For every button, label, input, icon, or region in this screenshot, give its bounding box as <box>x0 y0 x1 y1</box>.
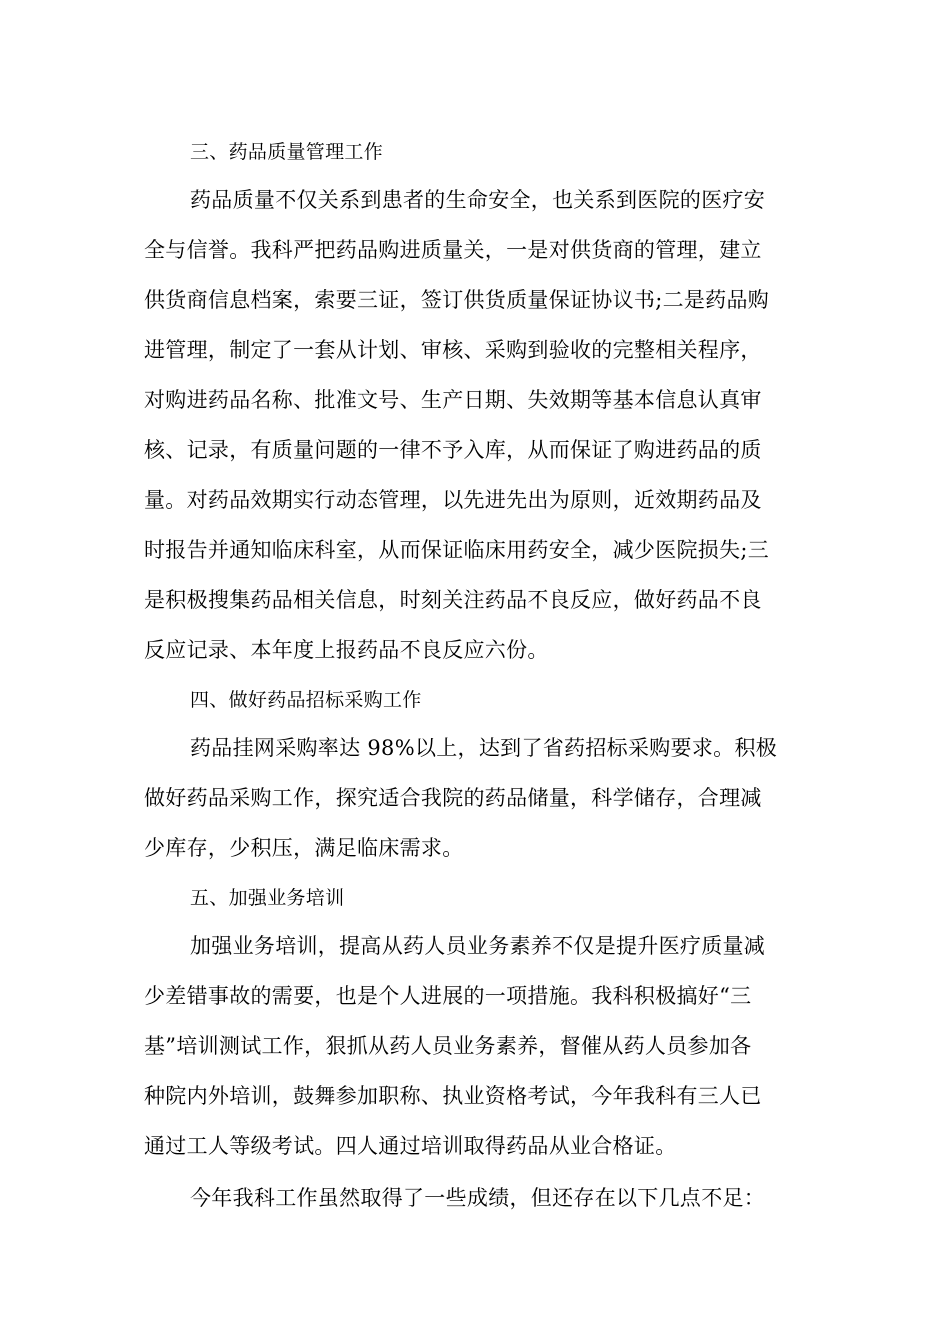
paragraph-line: 是积极搜集药品相关信息，时刻关注药品不良反应，做好药品不良 <box>144 588 762 612</box>
paragraph-line: 量。对药品效期实行动态管理，以先进先出为原则，近效期药品及 <box>144 488 762 512</box>
section-heading-procurement: 四、做好药品招标采购工作 <box>190 689 422 711</box>
paragraph-line: 核、记录，有质量问题的一律不予入库，从而保证了购进药品的质 <box>144 438 762 462</box>
paragraph-line: 基”培训测试工作，狠抓从药人员业务素养，督催从药人员参加各 <box>144 1034 752 1058</box>
paragraph-line: 药品挂网采购率达 98%以上，达到了省药招标采购要求。积极 <box>190 736 778 760</box>
paragraph-line: 少库存，少积压，满足临床需求。 <box>144 836 464 860</box>
paragraph-line: 对购进药品名称、批准文号、生产日期、失效期等基本信息认真审 <box>144 388 762 412</box>
paragraph-line: 种院内外培训，鼓舞参加职称、执业资格考试，今年我科有三人已 <box>144 1084 762 1108</box>
section-heading-training: 五、加强业务培训 <box>190 887 345 909</box>
paragraph-line: 做好药品采购工作，探究适合我院的药品储量，科学储存，合理减 <box>144 786 762 810</box>
paragraph-line: 时报告并通知临床科室，从而保证临床用药安全，减少医院损失;三 <box>144 538 770 562</box>
paragraph-line: 反应记录、本年度上报药品不良反应六份。 <box>144 638 549 662</box>
paragraph-line: 今年我科工作虽然取得了一些成绩，但还存在以下几点不足： <box>190 1186 766 1210</box>
paragraph-line: 通过工人等级考试。四人通过培训取得药品从业合格证。 <box>144 1134 677 1158</box>
paragraph-line: 进管理，制定了一套从计划、审核、采购到验收的完整相关程序， <box>144 338 762 362</box>
paragraph-line: 加强业务培训，提高从药人员业务素养不仅是提升医疗质量减 <box>190 934 766 958</box>
section-heading-drug-quality: 三、药品质量管理工作 <box>190 141 384 163</box>
paragraph-line: 供货商信息档案，索要三证，签订供货质量保证协议书;二是药品购 <box>144 288 770 312</box>
paragraph-line: 少差错事故的需要，也是个人进展的一项措施。我科积极搞好“三 <box>144 984 752 1008</box>
paragraph-line: 药品质量不仅关系到患者的生命安全，也关系到医院的医疗安 <box>190 188 766 212</box>
paragraph-line: 全与信誉。我科严把药品购进质量关，一是对供货商的管理，建立 <box>144 238 762 262</box>
